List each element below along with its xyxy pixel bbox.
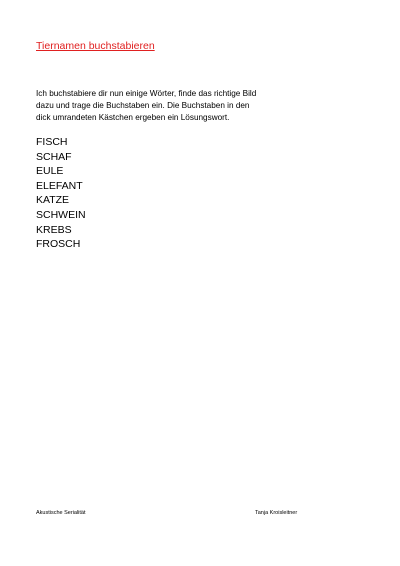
instructions-line: Ich buchstabiere dir nun einige Wörter, finde das richtige Bild: [36, 89, 257, 98]
word-item: ELEFANT: [36, 179, 83, 192]
page-title: Tiernamen buchstabieren: [36, 40, 155, 52]
instructions-line: dick umrandeten Kästchen ergeben ein Lösungswort.: [36, 113, 230, 122]
word-item: SCHAF: [36, 150, 72, 163]
word-item: SCHWEIN: [36, 208, 86, 221]
word-item: FISCH: [36, 136, 68, 148]
instructions-paragraph: [36, 88, 336, 124]
word-item: EULE: [36, 165, 64, 178]
word-item: KATZE: [36, 194, 70, 207]
word-list: [36, 135, 86, 252]
word-item: FROSCH: [36, 238, 81, 251]
footer-author-name: Tanja Kroisleitner: [255, 510, 298, 516]
footer-course-name: Akustische Serialität: [36, 510, 86, 516]
instructions-line: dazu und trage die Buchstaben ein. Die Buchstaben in den: [36, 101, 250, 110]
word-item: KREBS: [36, 223, 72, 236]
